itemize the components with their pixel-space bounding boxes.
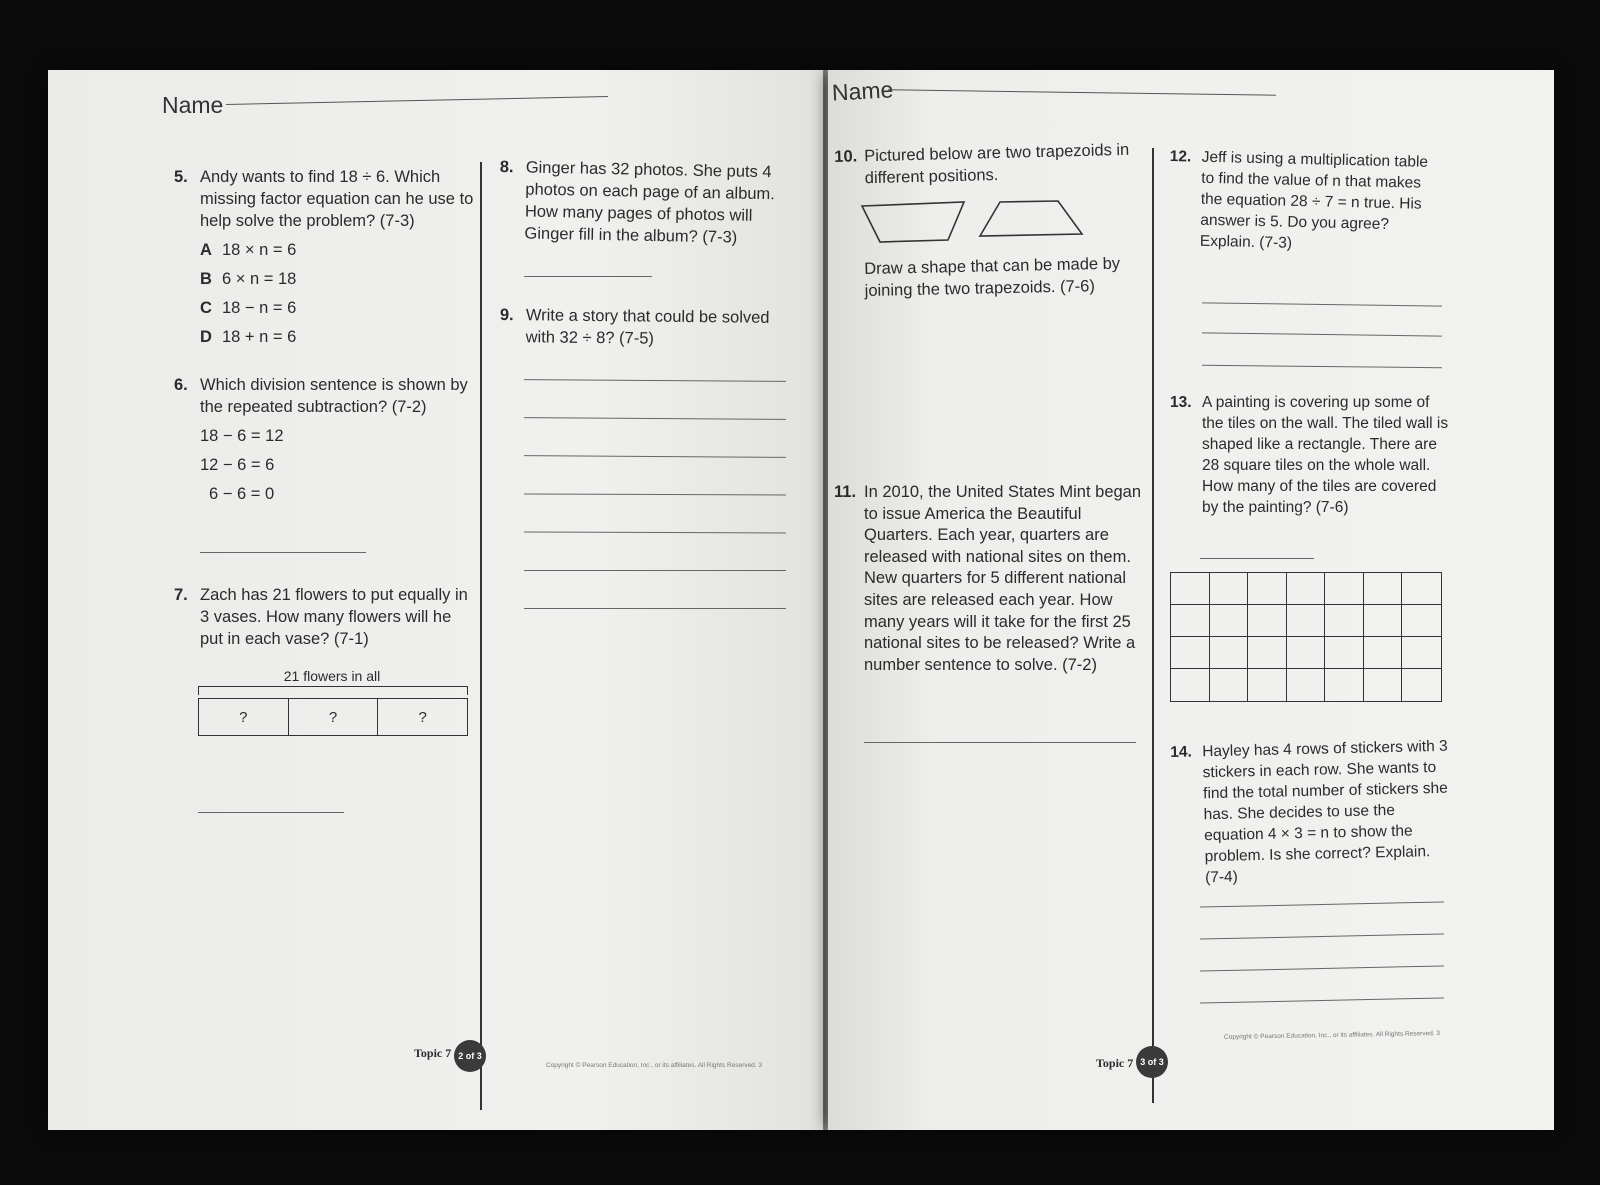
- choice-d[interactable]: D 18 + n = 6: [200, 328, 297, 346]
- answer-line[interactable]: [524, 608, 786, 609]
- question-number: 6.: [174, 376, 188, 394]
- tile: [1325, 573, 1364, 605]
- tile: [1248, 605, 1287, 637]
- question-text: Pictured below are two trapezoids in different positions.: [864, 140, 1130, 188]
- answer-line[interactable]: [198, 812, 344, 813]
- answer-line[interactable]: [1200, 933, 1444, 939]
- answer-line[interactable]: [1200, 965, 1444, 971]
- question-number: 12.: [1169, 147, 1192, 166]
- bar-model-caption: 21 flowers in all: [283, 668, 381, 684]
- tile: [1248, 637, 1287, 669]
- tile: [1364, 637, 1403, 669]
- answer-line[interactable]: [1200, 901, 1444, 907]
- tile: [1402, 669, 1441, 701]
- tile: [1210, 573, 1249, 605]
- choice-a[interactable]: A 18 × n = 6: [200, 241, 297, 259]
- tile: [1364, 605, 1403, 637]
- question-10: [834, 139, 1135, 190]
- tile: [1210, 605, 1249, 637]
- tile: [1287, 637, 1326, 669]
- question-10-prompt: Draw a shape that can be made by joining the two trapezoids. (7-6): [864, 254, 1121, 300]
- question-text: Hayley has 4 rows of stickers with 3 stickers in each row. She wants to find the total number of stickers she has. She decides to use the equation 4 × 3 = n to show the problem. Is she correct? Explain. (7-4): [1202, 737, 1449, 887]
- page-badge: 3 of 3: [1136, 1046, 1168, 1078]
- choice-b[interactable]: B 6 × n = 18: [200, 270, 297, 288]
- question-13: [1170, 392, 1450, 518]
- tile: [1287, 669, 1326, 701]
- answer-choices: [200, 239, 474, 348]
- answer-line[interactable]: [200, 552, 366, 553]
- question-9: [500, 304, 790, 351]
- tile: [1210, 637, 1249, 669]
- tile: [1402, 573, 1441, 605]
- tile: [1171, 669, 1210, 701]
- answer-line[interactable]: [1200, 997, 1444, 1003]
- tile: [1248, 669, 1287, 701]
- subtraction-steps: [200, 425, 474, 505]
- tile: [1325, 637, 1364, 669]
- answer-line[interactable]: [1202, 332, 1442, 336]
- tile: [1171, 573, 1210, 605]
- trapezoid-shape: [862, 202, 964, 242]
- question-number: 9.: [499, 305, 514, 325]
- bar-model: [198, 698, 468, 736]
- copyright-text: Copyright © Pearson Education, Inc., or its affiliates. All Rights Reserved. 3: [1223, 1030, 1441, 1041]
- question-number: 11.: [834, 483, 857, 501]
- copyright-text: Copyright © Pearson Education, Inc., or its affiliates. All Rights Reserved. 3: [546, 1062, 763, 1069]
- tile: [1287, 605, 1326, 637]
- question-number: 14.: [1170, 743, 1192, 761]
- name-label: Name: [831, 76, 894, 106]
- column-divider: [1152, 148, 1154, 1103]
- question-7: [174, 584, 474, 650]
- tile: [1287, 573, 1326, 605]
- question-8: [498, 156, 800, 250]
- question-14: [1170, 736, 1451, 889]
- answer-line[interactable]: [864, 742, 1136, 743]
- question-text: Ginger has 32 photos. She puts 4 photos on each page of an album. How many pages of photos will Ginger fill in the album? (7-3): [524, 158, 776, 247]
- question-text: In 2010, the United States Mint began to issue America the Beautiful Quarters. Each year, quarters are released with national sites on them. New quarters for 5 different national sites are released each year. How many years will it take for the first 25 national sites to be released? Write a number sentence to solve. (7-2): [864, 483, 1142, 674]
- left-page: [48, 70, 823, 1130]
- bar-cell: ?: [418, 708, 427, 726]
- subtraction-step: 6 − 6 = 0: [209, 485, 275, 503]
- question-number: 7.: [174, 586, 188, 604]
- subtraction-step: 18 − 6 = 12: [200, 427, 284, 445]
- answer-line[interactable]: [1202, 365, 1442, 369]
- tile-wall-grid: [1170, 572, 1442, 702]
- choice-c[interactable]: C 18 − n = 6: [200, 299, 297, 317]
- subtraction-step: 12 − 6 = 6: [200, 456, 275, 474]
- tile: [1248, 573, 1287, 605]
- tile: [1325, 669, 1364, 701]
- question-text: Zach has 21 flowers to put equally in 3 vases. How many flowers will he put in each vase? (7-1): [200, 586, 468, 648]
- question-text: A painting is covering up some of the tiles on the wall. The tiled wall is shaped like a rectangle. There are 28 square tiles on the whole wall. How many of the tiles are covered by the painting? (7-6): [1202, 394, 1449, 516]
- footer-topic: Topic 7: [414, 1046, 452, 1060]
- footer-topic: Topic 7: [1096, 1056, 1134, 1070]
- question-text: Jeff is using a multiplication table to find the value of n that makes the equation 28 ÷ 7 = n true. His answer is 5. Do you agree? Explain. (7-3): [1199, 148, 1429, 252]
- question-number: 5.: [174, 168, 188, 186]
- trapezoid-figures: [858, 198, 1088, 246]
- tile: [1325, 605, 1364, 637]
- tile: [1364, 669, 1403, 701]
- answer-line[interactable]: [524, 276, 652, 277]
- trapezoid-shape: [980, 201, 1082, 236]
- tile: [1364, 573, 1403, 605]
- answer-line[interactable]: [1202, 302, 1442, 306]
- bar-cell: ?: [199, 699, 289, 735]
- answer-line[interactable]: [524, 494, 786, 496]
- question-12: [1168, 146, 1444, 257]
- name-line[interactable]: [226, 96, 608, 105]
- answer-line[interactable]: [524, 455, 786, 458]
- tile: [1402, 637, 1441, 669]
- question-11: [834, 482, 1146, 676]
- tile: [1171, 637, 1210, 669]
- question-number: 8.: [499, 157, 514, 177]
- question-number: 13.: [1170, 394, 1192, 411]
- answer-line[interactable]: [524, 417, 786, 420]
- column-divider: [480, 162, 482, 1110]
- answer-line[interactable]: [524, 570, 786, 571]
- bar-model-bracket: [198, 686, 468, 695]
- name-line[interactable]: [888, 89, 1276, 95]
- tile: [1210, 669, 1249, 701]
- right-page: [828, 70, 1554, 1130]
- question-number: 10.: [834, 147, 858, 166]
- question-5: [174, 166, 474, 348]
- question-text: Write a story that could be solved with 32 ÷ 8? (7-5): [525, 306, 770, 348]
- name-label: Name: [162, 92, 224, 118]
- page-badge: 2 of 3: [454, 1040, 486, 1072]
- question-text: Andy wants to find 18 ÷ 6. Which missing factor equation can he use to help solve the problem? (7-3): [200, 168, 474, 230]
- answer-line[interactable]: [524, 532, 786, 534]
- bar-cell: ?: [289, 699, 379, 735]
- question-text: Which division sentence is shown by the repeated subtraction? (7-2): [200, 376, 468, 416]
- answer-line[interactable]: [524, 379, 786, 382]
- tile: [1402, 605, 1441, 637]
- answer-line[interactable]: [1200, 558, 1314, 559]
- tile: [1171, 605, 1210, 637]
- question-6: [174, 374, 474, 505]
